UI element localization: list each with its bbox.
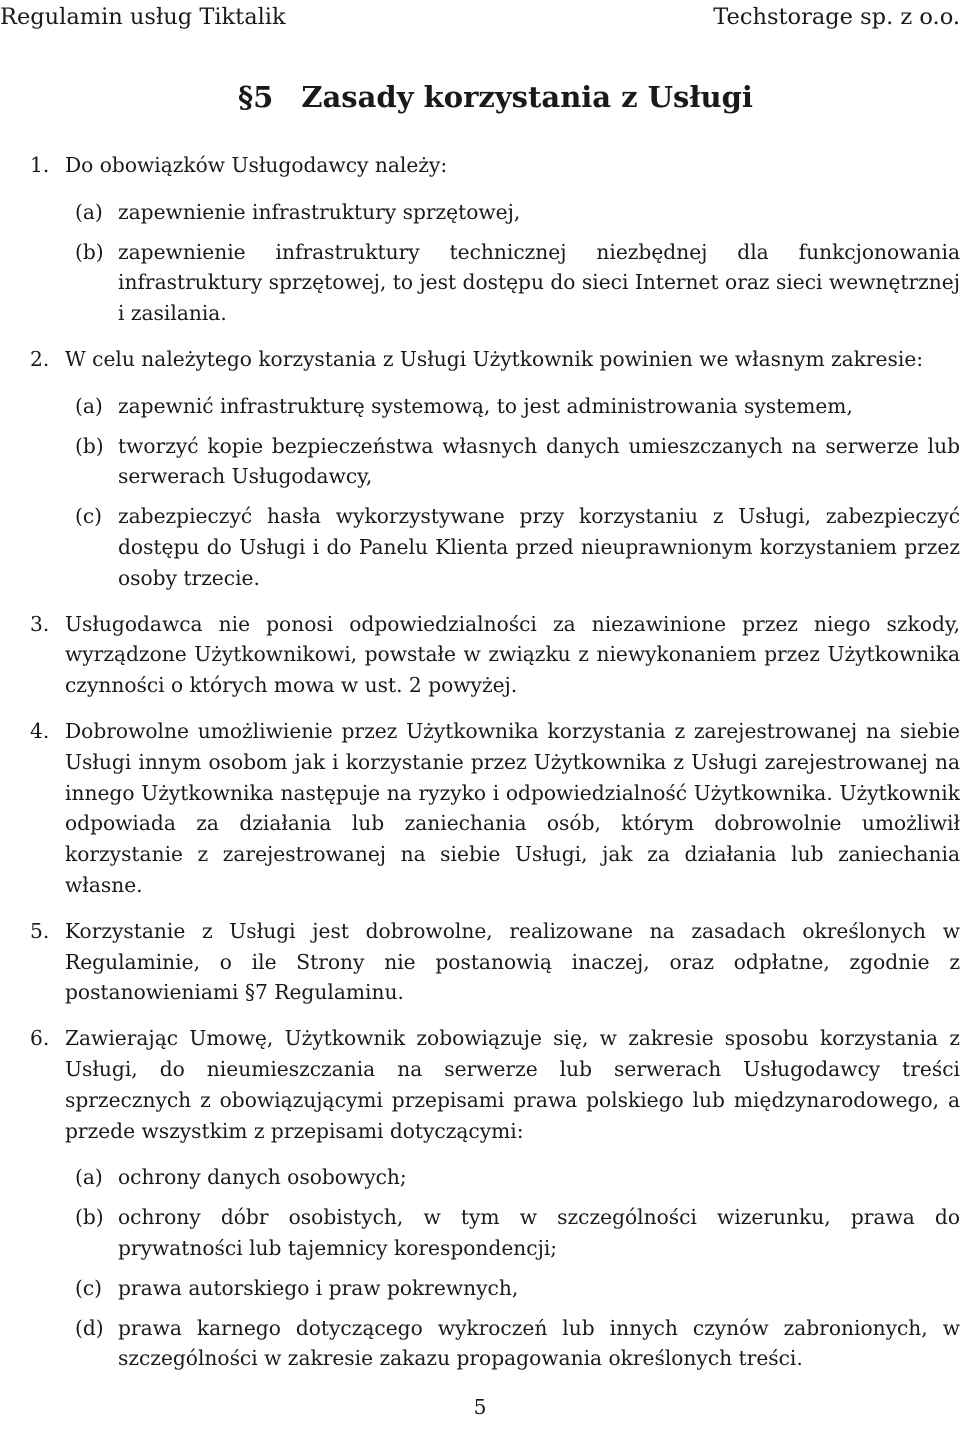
list-item — [0, 344, 960, 594]
sub-list-item — [65, 197, 960, 228]
sub-item-letter: (c) — [75, 504, 103, 529]
sub-list-item — [65, 431, 960, 493]
item-number: 5. — [30, 918, 50, 943]
sub-item-text: zapewnienie infrastruktury sprzętowej, — [118, 199, 521, 224]
sub-item-letter: (c) — [75, 1275, 103, 1300]
sub-item-letter: (b) — [75, 239, 104, 264]
item-number: 4. — [30, 718, 50, 743]
list-item — [0, 916, 960, 1008]
item-number: 1. — [30, 153, 50, 177]
item-number: 2. — [30, 346, 50, 371]
sub-item-text: prawa karnego dotyczącego wykroczeń lub innych czynów zabronionych, w szczególności w zakresie zakazu propagowania określonych treści. — [118, 1315, 960, 1371]
item-text: Do obowiązków Usługodawcy należy: — [65, 153, 448, 177]
sub-item-text: zapewnienie infrastruktury technicznej niezbędnej dla funkcjonowania infrastruktury sprzętowej, to jest dostępu do sieci Internet oraz sieci wewnętrznej i zasilania. — [118, 239, 960, 326]
sub-list-item — [65, 391, 960, 422]
sub-list-item — [65, 1273, 960, 1304]
section-number: §5 — [238, 80, 274, 114]
sub-list — [65, 1162, 960, 1374]
sub-item-letter: (b) — [75, 433, 104, 458]
sub-list-item — [65, 1202, 960, 1264]
sub-list-item — [65, 1313, 960, 1375]
item-text: Dobrowolne umożliwienie przez Użytkownika korzystania z zarejestrowanej na siebie Usługi innym osobom jak i korzystanie przez Użytkownika z Usługi zarejestrowanej na innego Użytkownika następuje na ryzyko i odpowiedzialność Użytkownika. Użytkownik odpowiada za działania lub zaniechania osób, którym dobrowolnie umożliwił korzystanie z zarejestrowanej na siebie Usługi, jak za działania lub zaniechania własne. — [65, 718, 960, 897]
header-document-title: Regulamin usług Tiktalik — [0, 4, 286, 30]
sub-list-item — [65, 501, 960, 593]
sub-item-text: ochrony dóbr osobistych, w tym w szczególności wizerunku, prawa do prywatności lub tajemnicy korespondencji; — [118, 1205, 960, 1260]
list-item — [0, 716, 960, 901]
item-text: Korzystanie z Usługi jest dobrowolne, realizowane na zasadach określonych w Regulaminie, o ile Strony nie postanowią inaczej, oraz odpłatne, zgodnie z postanowieniami §7 Regulaminu. — [65, 918, 960, 1005]
sub-item-letter: (a) — [75, 393, 103, 418]
page-number: 5 — [473, 1395, 487, 1419]
sub-list — [65, 197, 960, 329]
list-item — [0, 1023, 960, 1374]
item-text: Zawierając Umowę, Użytkownik zobowiązuje się, w zakresie sposobu korzystania z Usługi, do nieumieszczania na serwerze lub serwerach Usługodawcy treści sprzecznych z obowiązującymi przepisami prawa polskiego lub międzynarodowego, a przede wszystkim z przepisami dotyczącymi: — [65, 1026, 960, 1143]
sub-list-item — [65, 237, 960, 329]
sub-item-text: tworzyć kopie bezpieczeństwa własnych danych umieszczanych na serwerze lub serwerach Usługodawcy, — [118, 433, 960, 489]
header-company-name: Techstorage sp. z o.o. — [713, 4, 960, 30]
sub-list — [65, 391, 960, 594]
sub-item-letter: (b) — [75, 1205, 104, 1230]
running-header — [0, 2, 960, 32]
sub-item-letter: (d) — [75, 1315, 104, 1340]
sub-item-text: prawa autorskiego i praw pokrewnych, — [118, 1275, 519, 1300]
sub-item-text: zapewnić infrastrukturę systemową, to jest administrowania systemem, — [118, 393, 853, 418]
section-content — [0, 150, 960, 1374]
item-number: 6. — [30, 1026, 50, 1051]
sub-item-letter: (a) — [75, 1165, 103, 1190]
sub-item-letter: (a) — [75, 199, 103, 224]
sub-item-text: ochrony danych osobowych; — [118, 1165, 407, 1190]
sub-item-text: zabezpieczyć hasła wykorzystywane przy korzystaniu z Usługi, zabezpieczyć dostępu do Usługi i do Panelu Klienta przed nieuprawnionym korzystaniem przez osoby trzecie. — [118, 504, 960, 590]
item-text: W celu należytego korzystania z Usługi Użytkownik powinien we własnym zakresie: — [65, 346, 924, 371]
list-item — [0, 150, 960, 329]
section-title: Zasady korzystania z Usługi — [301, 80, 753, 114]
item-number: 3. — [30, 611, 50, 636]
item-text: Usługodawca nie ponosi odpowiedzialności za niezawinione przez niego szkody, wyrządzone Użytkownikowi, powstałe w związku z niewykonaniem przez Użytkownika czynności o których mowa w ust. 2 powyżej. — [65, 611, 960, 698]
section-heading — [238, 79, 753, 115]
sub-list-item — [65, 1162, 960, 1193]
list-item — [0, 609, 960, 701]
